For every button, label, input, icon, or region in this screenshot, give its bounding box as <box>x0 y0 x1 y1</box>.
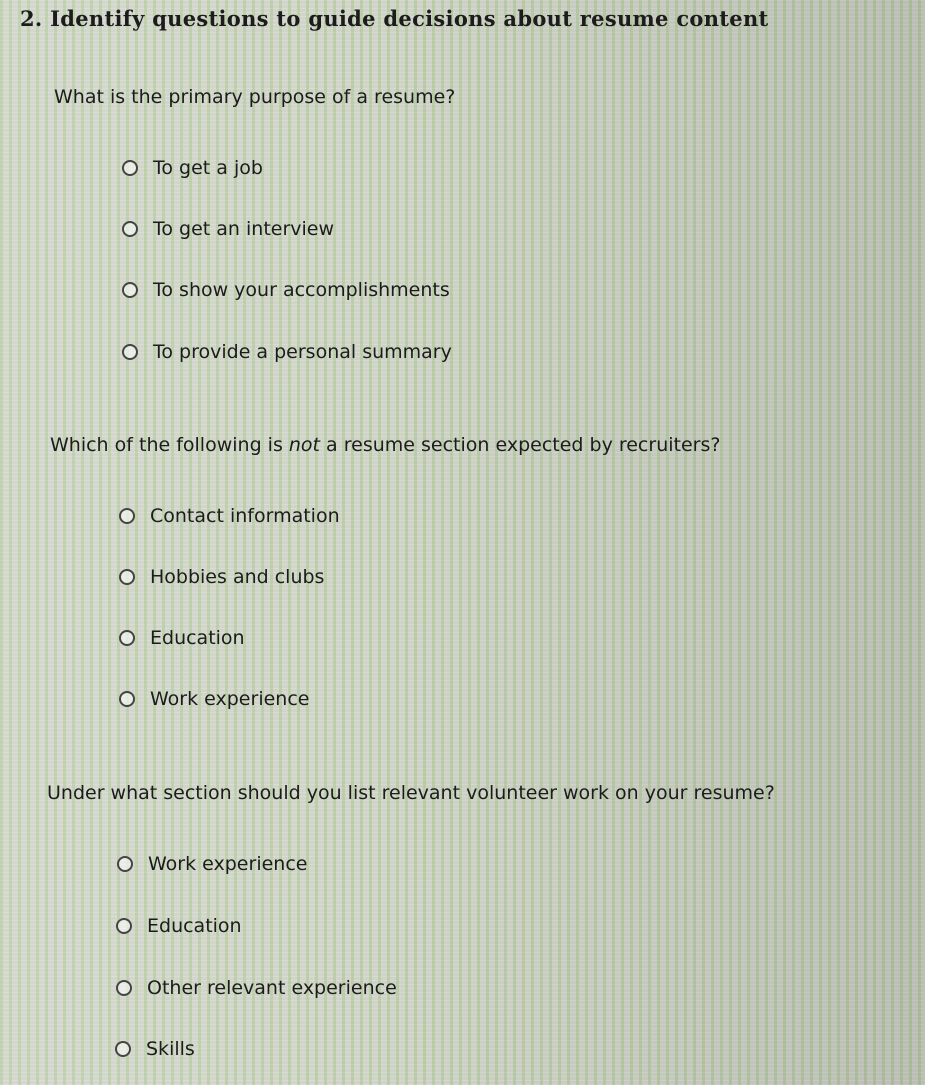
radio-button[interactable] <box>119 630 135 646</box>
question-1-text: What is the primary purpose of a resume? <box>54 86 456 108</box>
question-1-option-3[interactable] <box>122 279 450 301</box>
question-2-text-end: a resume section expected by recruiters? <box>320 434 721 456</box>
option-label: To get a job <box>153 157 263 179</box>
radio-button[interactable] <box>117 856 133 872</box>
option-label: Skills <box>146 1038 195 1060</box>
radio-button[interactable] <box>122 221 138 237</box>
question-3-option-3[interactable] <box>116 977 397 999</box>
question-2-emphasis: not <box>288 434 321 456</box>
question-3-option-2[interactable] <box>116 915 242 937</box>
question-3-text: Under what section should you list relevant volunteer work on your resume? <box>47 782 775 804</box>
radio-button[interactable] <box>122 282 138 298</box>
question-2-text <box>50 434 720 456</box>
radio-button[interactable] <box>122 160 138 176</box>
question-1-option-2[interactable] <box>122 218 334 240</box>
radio-button[interactable] <box>115 1041 131 1057</box>
option-label: Education <box>150 627 245 649</box>
option-label: To get an interview <box>153 218 335 240</box>
option-label: Hobbies and clubs <box>150 566 325 588</box>
question-3-option-4[interactable] <box>115 1038 195 1060</box>
radio-button[interactable] <box>119 508 135 524</box>
option-label: To provide a personal summary <box>153 341 452 363</box>
question-2-text-start: Which of the following is <box>50 434 289 456</box>
question-2-option-2[interactable] <box>119 566 324 588</box>
option-label: Contact information <box>150 505 340 527</box>
option-label: Work experience <box>148 853 308 875</box>
question-2-option-3[interactable] <box>119 627 245 649</box>
option-label: Work experience <box>150 688 310 710</box>
radio-button[interactable] <box>119 691 135 707</box>
question-3-option-1[interactable] <box>117 853 307 875</box>
option-label: Other relevant experience <box>147 977 397 999</box>
radio-button[interactable] <box>116 980 132 996</box>
option-label: Education <box>147 915 242 937</box>
radio-button[interactable] <box>119 569 135 585</box>
option-label: To show your accomplishments <box>153 279 450 301</box>
question-1-option-4[interactable] <box>122 341 452 363</box>
question-2-option-1[interactable] <box>119 505 340 527</box>
radio-button[interactable] <box>122 344 138 360</box>
question-1-option-1[interactable] <box>122 157 263 179</box>
section-title: 2. Identify questions to guide decisions about resume content <box>20 6 769 31</box>
radio-button[interactable] <box>116 918 132 934</box>
question-2-option-4[interactable] <box>119 688 309 710</box>
